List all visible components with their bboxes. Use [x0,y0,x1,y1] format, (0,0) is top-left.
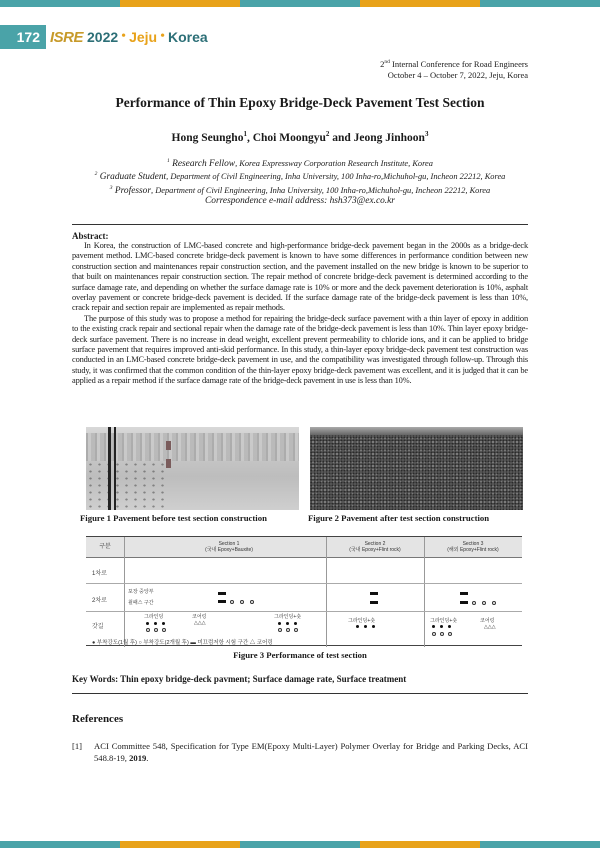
abstract-paragraph: In Korea, the construction of LMC-based concrete and high-performance bridge-deck pavement began in the 2000s as a bridge-deck pavement method. LMC-based concrete bridge-deck pavement is known to have some differences in performance condition between new construction section and maintenances repair construction section, and the pavement installed on the new bridge is known to be superior to that built on maintenances repair construction section. The repair method of concrete bridge-deck pavement is determined according to the surface damage rate, and depending on whether the surface damage rate is 10% or more and the deck pavement deterioration is 10%, asphalt overlay pavement or concrete bridge-deck pavement is decided. If the surface damage rate of the bridge-deck pavement is less than 10%, crack repair and section repair are implemented as repair methods. [72,241,528,313]
shoulder-label: 그라인딩+숏 [348,618,376,624]
adhesion-2m-mark [448,632,452,636]
keywords: Key Words: Thin epoxy bridge-deck pavment; Surface damage rate, Surface treatment [72,674,407,684]
adhesion-1m-mark [364,625,367,628]
figure1-photo [86,427,299,510]
figure1-caption: Figure 1 Pavement before test section construction [80,513,267,523]
divider [72,693,528,694]
skid-test-mark [218,600,226,603]
affiliation-line [0,169,600,182]
table-row [86,558,522,584]
author-name: Choi Moongyu [252,131,326,144]
affiliation-sup: 1 [167,158,170,164]
conference-edition: 2 [380,58,385,69]
bullet-icon: • [160,29,165,44]
author-separator: and [329,131,354,144]
page-header [0,24,230,50]
paper-title: Performance of Thin Epoxy Bridge-Deck Pavement Test Section [115,95,485,110]
skid-test-mark [460,601,468,604]
page-number: 172 [0,25,46,49]
affiliation-role: Professor [112,185,151,196]
adhesion-1m-mark [146,622,149,625]
adhesion-1m-mark [278,622,281,625]
reference-year: 2019 [129,753,147,763]
row-label: 갓길 [92,624,104,630]
section-sub: (국내 Epoxy+Flint rock) [349,547,401,553]
adhesion-1m-mark [154,622,157,625]
adhesion-2m-mark [250,600,254,604]
section-title: Section 2 [364,541,386,547]
top-color-bar [0,0,600,7]
adhesion-1m-mark [162,622,165,625]
affiliation-text: , Department of Civil Engineering, Inha University, 100 Inha-ro,Michuhol-gu, Incheon 22212, Korea [151,185,491,195]
bullet-icon: • [121,29,127,44]
adhesion-2m-mark [482,601,486,605]
shoulder-label: 그라인딩 [144,614,164,620]
abstract-paragraph: The purpose of this study was to propose a method for repairing the bridge-deck surface pavement with a thin layer of epoxy in addition to the existing crack repair and sectional repair when the damage rate of the bridge-deck pavement is less than 10%. Thin layer epoxy bridge-deck surface pavement. There is no increase in dead weight, excellent prevent permeability to chloride ions, and it can be applied to bridge surface pavement that requires improved anti-skid performance. In this study, a thin-layer epoxy bridge-deck pavement test construction was conducted in an LMC-based concrete bridge-deck pavement in use, and the compatibility was investigated through follow-up. Through this study, it was confirmed that the common condition of the thin-layer epoxy bridge-deck pavement was excellent, and it is judged that it can be applied as a repair method if the surface damage rate of the bridge-deck pavement in use is less than 10%. [72,313,528,386]
reference-item [72,740,528,764]
adhesion-2m-mark [440,632,444,636]
divider [72,224,528,225]
conference-name: Internal Conference for Road Engineers [389,58,528,69]
affiliation-text: , Korea Expressway Corporation Research Institute, Korea [235,158,433,168]
figure2-caption: Figure 2 Pavement after test section construction [308,513,490,523]
abstract-heading: Abstract: [72,231,109,241]
table-header-label: 구분 [99,544,111,550]
affiliation-text: , Department of Civil Engineering, Inha University, 100 Inha-ro,Michuhol-gu, Incheon 22212, Korea [166,172,506,182]
skid-test-mark [218,592,226,595]
affiliation-line [0,183,600,196]
section-sub: (국내 Epoxy+Bauxite) [205,547,253,553]
adhesion-2m-mark [154,628,158,632]
skid-test-mark [370,592,378,595]
reference-number: [1] [72,741,83,751]
section-title: Section 1 [218,541,240,547]
adhesion-2m-mark [294,628,298,632]
coring-mark: △△△ [194,620,206,626]
row2-note: 윌패스 구간 [128,600,154,606]
adhesion-1m-mark [356,625,359,628]
section2-header [326,541,424,553]
figure3-table [86,536,522,646]
conference-info [380,57,528,81]
affiliation-role: Research Fellow [169,158,236,169]
adhesion-1m-mark [294,622,297,625]
figure3-legend: ● 부착강도(1월 후) ○ 부착강도(2개월 후) ▬ 미끄럼저항 시험 구간 △ 코어링 [92,640,273,646]
adhesion-1m-mark [432,625,435,628]
affiliation-sup: 2 [94,171,98,178]
shoulder-label: 코어링 [192,614,207,620]
coring-mark: △△△ [484,624,496,630]
shoulder-label: 그라인딩+숏 [430,618,458,624]
affiliation-role: Graduate Student [97,172,167,183]
conference-logo: ISRE [50,28,84,46]
adhesion-1m-mark [372,625,375,628]
logo-country: Korea [168,29,208,45]
adhesion-1m-mark [440,625,443,628]
section-sub: (해외 Epoxy+Flint rock) [447,547,499,553]
section3-header [424,541,522,553]
adhesion-2m-mark [432,632,436,636]
shoulder-label: 코어링 [480,618,495,624]
reference-body: ACI Committee 548, Specification for Type EM(Epoxy Multi-Layer) Polymer Overlay for Bridge and Parking Decks, ACI 548.8-19, [94,741,528,763]
author-sup: 3 [424,130,429,138]
correspondence-email: Correspondence e-mail address: hsh373@ex.co.kr [205,195,395,206]
adhesion-2m-mark [162,628,166,632]
affiliation-line [0,156,600,169]
affiliation-sup: 3 [109,184,113,191]
logo-year: 2022 [87,29,119,45]
row2-note: 포장 중앙부 [128,589,154,595]
adhesion-2m-mark [230,600,234,604]
section-title: Section 3 [462,541,484,547]
adhesion-1m-mark [286,622,289,625]
figure3-caption: Figure 3 Performance of test section [233,650,367,660]
author-sup: 2 [325,130,330,138]
row-label: 1차로 [92,571,107,577]
conference-dates: October 4 – October 7, 2022, Jeju, Korea [387,69,528,80]
references-heading: References [72,713,124,725]
author-name: Jeong Jinhoon [353,131,425,144]
author-list [0,130,600,144]
adhesion-1m-mark [448,625,451,628]
adhesion-2m-mark [472,601,476,605]
author-separator: , [246,131,253,144]
reference-end: . [146,753,149,763]
adhesion-2m-mark [492,601,496,605]
section1-header [134,541,324,553]
shoulder-label: 그라인딩+숏 [274,614,302,620]
figure2-photo [310,427,523,510]
adhesion-2m-mark [286,628,290,632]
reference-text [94,740,528,764]
adhesion-2m-mark [240,600,244,604]
row-label: 2차로 [92,598,107,604]
conference-edition-suffix: nd [384,59,390,65]
skid-test-mark [370,601,378,604]
adhesion-2m-mark [278,628,282,632]
abstract-body [72,241,528,387]
bottom-color-bar [0,841,600,848]
affiliations [0,156,600,206]
author-sup: 1 [243,130,247,138]
author-name: Hong Seungho [171,131,244,144]
adhesion-2m-mark [146,628,150,632]
skid-test-mark [460,592,468,595]
logo-city: Jeju [129,29,158,45]
